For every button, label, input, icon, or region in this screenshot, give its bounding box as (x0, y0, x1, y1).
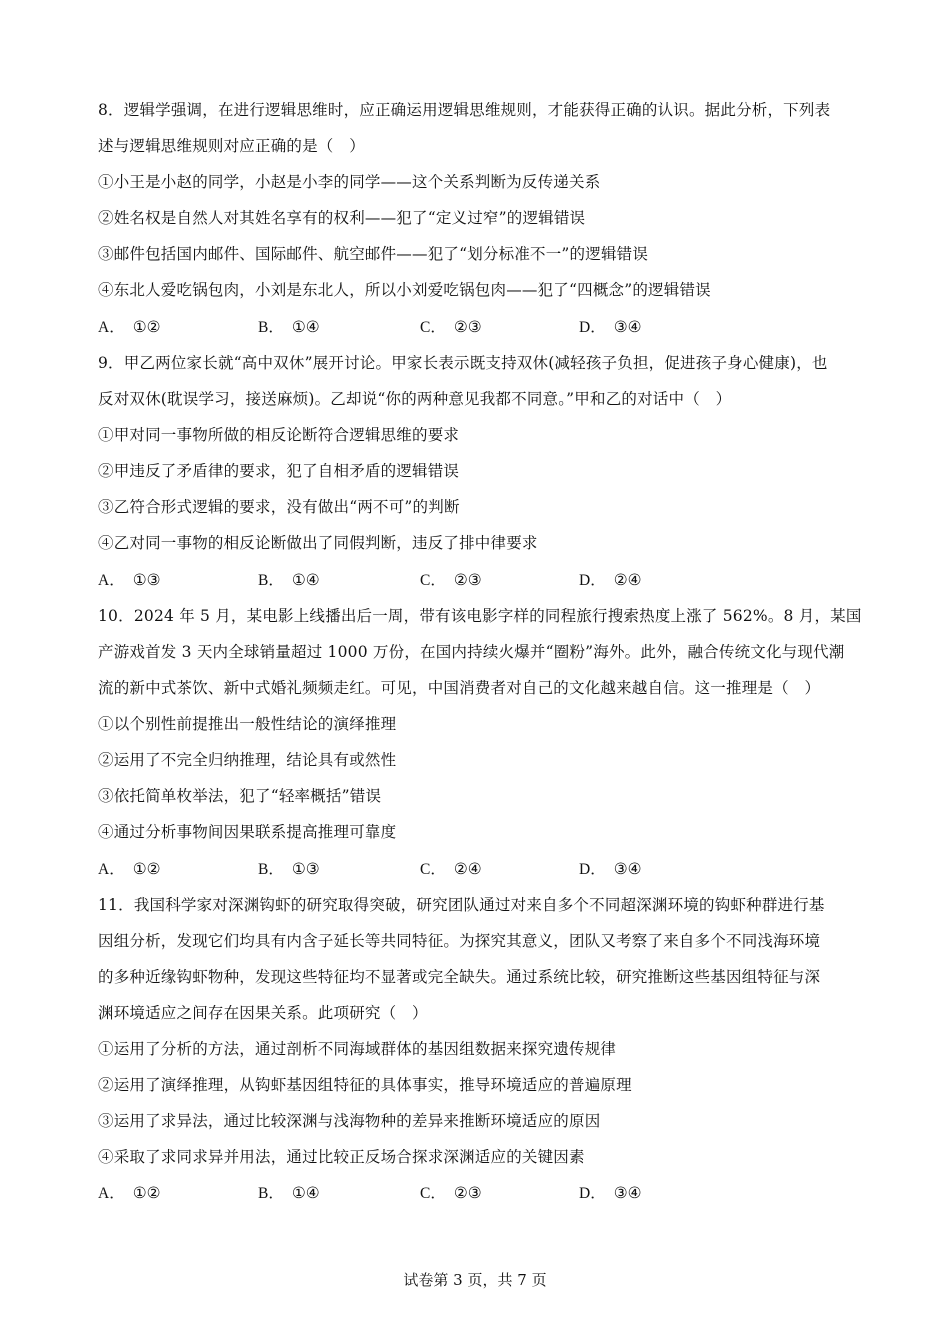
question-stem-line: 流的新中式茶饮、新中式婚礼频频走红。可见，中国消费者对自己的文化越来越自信。这一推理是（ ） (98, 679, 821, 697)
choice-text: ①③ (132, 571, 161, 589)
option-1: ①运用了分析的方法，通过剖析不同海域群体的基因组数据来探究遗传规律 (98, 1040, 617, 1058)
choice-letter: B． (258, 1185, 284, 1202)
choice-letter: C． (420, 572, 446, 589)
choice-letter: B． (258, 572, 284, 589)
choice-d[interactable] (579, 858, 642, 881)
choice-letter: A． (98, 1185, 125, 1202)
question-stem-line: 的多种近缘钩虾物种，发现这些特征均不显著或完全缺失。通过系统比较，研究推断这些基因组特征与深 (98, 968, 821, 986)
choice-letter: A． (98, 319, 125, 336)
choice-text: ②③ (453, 1184, 482, 1202)
choice-letter: C． (420, 1185, 446, 1202)
choice-letter: D． (579, 861, 606, 878)
option-3: ③依托简单枚举法，犯了“轻率概括”错误 (98, 787, 382, 805)
answer-choices (98, 1182, 858, 1204)
option-4: ④通过分析事物间因果联系提高推理可靠度 (98, 823, 397, 841)
question-stem-line: 因组分析，发现它们均具有内含子延长等共同特征。为探究其意义，团队又考察了来自多个不同浅海环境 (98, 932, 821, 950)
choice-a[interactable] (98, 1182, 161, 1205)
option-2: ②姓名权是自然人对其姓名享有的权利——犯了“定义过窄”的逻辑错误 (98, 209, 586, 227)
choice-text: ②③ (453, 318, 482, 336)
choice-text: ②③ (453, 571, 482, 589)
choice-b[interactable] (258, 858, 320, 881)
answer-choices (98, 316, 858, 338)
choice-b[interactable] (258, 316, 320, 339)
choice-letter: B． (258, 319, 284, 336)
choice-a[interactable] (98, 569, 161, 592)
choice-c[interactable] (420, 858, 482, 881)
option-2: ②运用了演绎推理，从钩虾基因组特征的具体事实，推导环境适应的普遍原理 (98, 1076, 632, 1094)
option-1: ①以个别性前提推出一般性结论的演绎推理 (98, 715, 397, 733)
choice-text: ③④ (613, 1184, 642, 1202)
choice-text: ①② (132, 860, 161, 878)
choice-letter: D． (579, 319, 606, 336)
option-3: ③运用了求异法，通过比较深渊与浅海物种的差异来推断环境适应的原因 (98, 1112, 601, 1130)
choice-b[interactable] (258, 569, 320, 592)
option-4: ④乙对同一事物的相反论断做出了同假判断，违反了排中律要求 (98, 534, 538, 552)
question-stem-line: 9．甲乙两位家长就“高中双休”展开讨论。甲家长表示既支持双休(减轻孩子负担，促进孩子身心健康)，也 (98, 354, 828, 372)
choice-letter: B． (258, 861, 284, 878)
choice-c[interactable] (420, 1182, 482, 1205)
answer-choices (98, 569, 858, 591)
choice-a[interactable] (98, 858, 161, 881)
choice-letter: D． (579, 572, 606, 589)
question-stem-line: 11．我国科学家对深渊钩虾的研究取得突破，研究团队通过对来自多个不同超深渊环境的钩虾种群进行基 (98, 896, 825, 914)
choice-letter: C． (420, 861, 446, 878)
question-stem-line: 10．2024 年 5 月，某电影上线播出后一周，带有该电影字样的同程旅行搜索热度上涨了 562%。8 月，某国 (98, 607, 862, 625)
choice-text: ②④ (613, 571, 642, 589)
option-4: ④采取了求同求异并用法，通过比较正反场合探求深渊适应的关键因素 (98, 1148, 585, 1166)
question-stem-line: 述与逻辑思维规则对应正确的是（ ） (98, 137, 365, 155)
choice-text: ②④ (453, 860, 482, 878)
choice-text: ①③ (291, 860, 320, 878)
option-2: ②甲违反了矛盾律的要求，犯了自相矛盾的逻辑错误 (98, 462, 460, 480)
option-2: ②运用了不完全归纳推理，结论具有或然性 (98, 751, 397, 769)
choice-c[interactable] (420, 316, 482, 339)
answer-choices (98, 858, 858, 880)
choice-letter: A． (98, 572, 125, 589)
question-stem-line: 产游戏首发 3 天内全球销量超过 1000 万份，在国内持续火爆并“圈粉”海外。此外，融合传统文化与现代潮 (98, 643, 845, 661)
question-stem-line: 反对双休(耽误学习，接送麻烦)。乙却说“你的两种意见我都不同意。”甲和乙的对话中（ ） (98, 390, 732, 408)
choice-a[interactable] (98, 316, 161, 339)
choice-c[interactable] (420, 569, 482, 592)
choice-b[interactable] (258, 1182, 320, 1205)
choice-text: ①④ (291, 571, 320, 589)
choice-text: ③④ (613, 318, 642, 336)
choice-text: ①④ (291, 318, 320, 336)
choice-letter: D． (579, 1185, 606, 1202)
choice-letter: C． (420, 319, 446, 336)
choice-text: ①② (132, 1184, 161, 1202)
choice-text: ①② (132, 318, 161, 336)
option-1: ①甲对同一事物所做的相反论断符合逻辑思维的要求 (98, 426, 460, 444)
choice-d[interactable] (579, 1182, 642, 1205)
choice-d[interactable] (579, 569, 642, 592)
page-footer: 试卷第 3 页，共 7 页 (403, 1271, 547, 1289)
choice-letter: A． (98, 861, 125, 878)
question-stem-line: 渊环境适应之间存在因果关系。此项研究（ ） (98, 1004, 428, 1022)
option-4: ④东北人爱吃锅包肉，小刘是东北人，所以小刘爱吃锅包肉——犯了“四概念”的逻辑错误 (98, 281, 711, 299)
option-1: ①小王是小赵的同学，小赵是小李的同学——这个关系判断为反传递关系 (98, 173, 601, 191)
option-3: ③乙符合形式逻辑的要求，没有做出“两不可”的判断 (98, 498, 460, 516)
choice-d[interactable] (579, 316, 642, 339)
option-3: ③邮件包括国内邮件、国际邮件、航空邮件——犯了“划分标准不一”的逻辑错误 (98, 245, 649, 263)
question-stem-line: 8．逻辑学强调，在进行逻辑思维时，应正确运用逻辑思维规则，才能获得正确的认识。据此分析，下列表 (98, 101, 831, 119)
choice-text: ③④ (613, 860, 642, 878)
choice-text: ①④ (291, 1184, 320, 1202)
